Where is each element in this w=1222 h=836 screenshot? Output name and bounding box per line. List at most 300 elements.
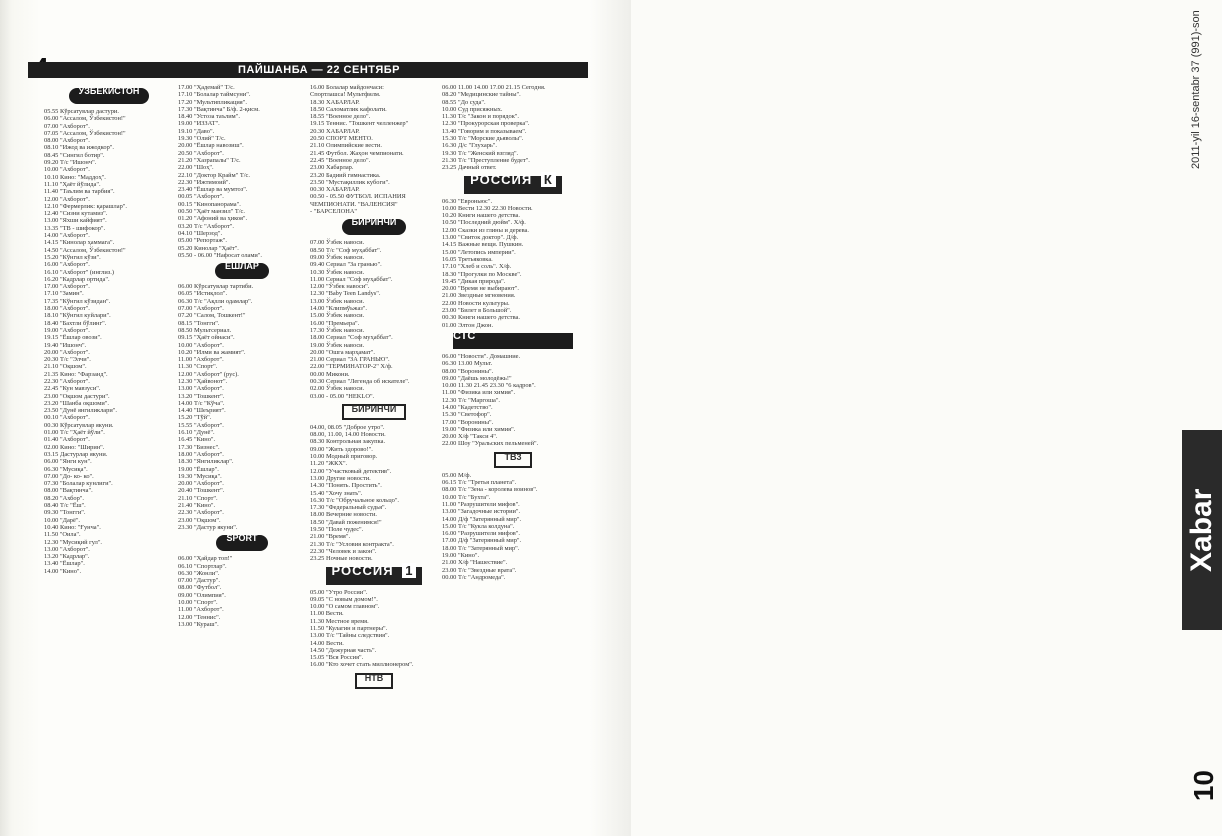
schedule-line: 07.00 Ўзбек навоси. (310, 239, 365, 247)
schedule-line: 15.00 "Летопись империи". (442, 248, 516, 256)
sidebar-date (1190, 10, 1206, 260)
schedule-line: 08.00, 11.00, 14.00 Новости. (310, 431, 386, 439)
schedule-line: 06.30 "Мусиқа". (44, 465, 88, 473)
schedule-line: 16.00 "Кто хочет стать миллионером". (310, 661, 414, 669)
schedule-line: 23.25 Ночные новости. (310, 555, 373, 563)
schedule-line: 09.40 Сериал "За гранью". (310, 261, 382, 269)
schedule-line: 22.00 Новости культуры. (442, 299, 510, 307)
schedule-list-1 (44, 108, 174, 575)
schedule-line: 08.20 "Ахбор". (44, 494, 85, 502)
schedule-line: 11.00 "Разрушители мифов". (442, 500, 520, 508)
schedule-line: 23.00 Хабарлар. (310, 164, 354, 172)
schedule-line: 06.30 "Евроньюс". (442, 197, 493, 205)
schedule-line: 18.30 ХАБАРЛАР. (310, 98, 360, 106)
schedule-line: 15.30 "Светофор". (442, 411, 492, 419)
schedule-line: 19.00 "Ёшлар". (178, 465, 219, 473)
schedule-line: 08.00 "Вақтинча". (44, 487, 93, 495)
schedule-line: 18.00 "Ахборот". (44, 305, 90, 313)
schedule-line: 13.00 "Свиток доктор". Д/ф. (442, 234, 519, 242)
schedule-list-4b (442, 198, 584, 329)
schedule-column-2 (178, 84, 306, 834)
schedule-list-2c (178, 555, 306, 628)
schedule-line: 14.40 "Шеърият". (178, 407, 226, 415)
schedule-line: 16.05 Третьяковка. (442, 255, 493, 263)
schedule-line: 00.30 ХАБАРЛАР. (310, 186, 360, 194)
schedule-line: 23.20 "Шанба оқшоми". (44, 399, 109, 407)
schedule-line: 12.00 "Участковый детектив". (310, 467, 392, 475)
schedule-line: 23.30 "Дастур якуни". (178, 523, 238, 531)
schedule-line: 21.30 Т/с "Условия контракта". (310, 540, 394, 548)
schedule-line: 05.20 Кинолар "Ҳаёт". (178, 244, 239, 252)
schedule-line: 12.30 "Baby Teen Landys". (310, 290, 381, 298)
schedule-line: 16.00 "Разрушители мифов". (442, 530, 521, 538)
schedule-line: 17.30 "Бизнес". (178, 443, 220, 451)
schedule-line: 14.15 Важные вещи. Пушкин. (442, 241, 524, 249)
schedule-line: 07.05 "Ассалом, Ўзбекистон!" (44, 129, 126, 137)
schedule-line: 19.00 "Ахборот". (44, 326, 90, 334)
channel-logo-ozbekiston (44, 88, 174, 104)
schedule-line: 22.30 "Человек и закон". (310, 547, 377, 555)
schedule-line: 20.50 СПОРТ МЕНТО. (310, 135, 373, 143)
schedule-line: 19.40 "Ишонч". (44, 341, 87, 349)
ozbekiston-logo-text: ЎЗБЕКИСТОН (69, 88, 150, 104)
schedule-line: 11.00 Сериал "Соф муҳаббат". (310, 275, 393, 283)
schedule-line: 20.00 Х/ф "Такси 4". (442, 433, 498, 441)
schedule-line: 13.40 "Говорим и показываем". (442, 127, 527, 135)
schedule-line: 14.00 "Кадетство". (442, 403, 493, 411)
schedule-line: 18.00 Сериал "Соф муҳаббат". (310, 334, 393, 342)
schedule-line: 13.00 Другие новости. (310, 474, 371, 482)
schedule-line: 15.30 Т/с "Морские дьяволы". (442, 135, 524, 143)
schedule-line: 11.50 "Кулагин и партнеры". (310, 625, 388, 632)
schedule-line: 06.30 Т/с "Ақлли одамлар". (178, 297, 253, 305)
schedule-line: 20.30 ХАБАРЛАР. (310, 127, 360, 135)
schedule-line: 00.30 Кўрсатувлар якуни. (44, 421, 114, 429)
page-header-bar (28, 62, 588, 78)
schedule-line: 12.30 Т/с "Маргоша". (442, 396, 501, 404)
schedule-list-4a (442, 84, 584, 172)
schedule-line: 11.30 Т/с "Закон и порядок". (442, 113, 520, 121)
schedule-line: 13.00 "Загадочные истории". (442, 508, 521, 516)
schedule-line: 00.50 "Ҳаёт манзил" Т/с. (178, 208, 245, 216)
schedule-line: 09.20 Т/с "Ишонч". (44, 159, 97, 167)
schedule-line: 02.00 Кино: "Ширин". (44, 443, 105, 451)
birinchi-kanal-logo-text: БИРИНЧИ (342, 404, 407, 420)
schedule-line: 09.00 "Олимпия". (178, 591, 226, 599)
schedule-line: 06.15 Т/с "Третья планета". (442, 479, 517, 487)
schedule-line: 21.35 Кино: "Фарзанд". (44, 370, 108, 378)
tv3-logo-text: ТВ3 (494, 452, 531, 468)
schedule-list-4d (442, 472, 584, 581)
schedule-line: 13.20 "Тошкент". (178, 392, 225, 400)
schedule-line: 14.00 "Ахборот". (44, 232, 90, 240)
channel-logo-birinchi-kanal (310, 404, 438, 420)
schedule-line: 11.10 "Ҳаёт йўлида". (44, 180, 101, 188)
schedule-line: 10.00 "Дарё". (44, 516, 81, 524)
birinchi-logo-text: БИРИНЧИ (342, 219, 407, 235)
schedule-line: 01.40 "Ахборот". (44, 436, 90, 444)
schedule-line: 16.30 Т/с "Обручальное кольцо". (310, 496, 400, 504)
rossiya-k-logo (464, 171, 562, 194)
schedule-line: 08.30 Контрольная закупка. (310, 438, 386, 446)
schedule-line: 02.00 Ўзбек навоси. (310, 385, 365, 393)
rossiya-1-logo-text: РОССИЯ (331, 562, 394, 578)
schedule-line: 19.00 "ИЗЗАТ". (178, 120, 220, 128)
schedule-line: 10.00 11.30 21.45 23.30 "6 кадров". (442, 382, 536, 390)
schedule-line: 21.40 "Кино". (178, 502, 216, 510)
rossiya-k-logo-letter: К (541, 172, 556, 187)
schedule-line: 22.00 "Шоҳ". (178, 164, 214, 172)
schedule-list-3d (310, 589, 438, 669)
schedule-line: 16.10 "Ахборот" (инглиз.) (44, 268, 115, 276)
schedule-line: 17.00 "Ҳадемай" Т/с. (178, 84, 235, 91)
schedule-line: 21.45 Футбол. Жаҳон чемпионати. (310, 149, 404, 157)
schedule-line: 04.00, 08.05 "Доброе утро". (310, 423, 385, 431)
schedule-line: 03.00 - 05.00 "HEKLO". (310, 392, 375, 400)
schedule-line: 21.30 Т/с "Преступление будет". (442, 156, 530, 164)
schedule-line: 08.50 Мультсериал. (178, 326, 232, 334)
schedule-line: 15.00 Т/с "Кукла колдуна". (442, 522, 515, 530)
rossiya-k-logo-text: РОССИЯ (470, 171, 533, 187)
schedule-line: 09.15 "Ҳаёт ойнаси". (178, 334, 235, 342)
schedule-line: 17.00 "Ахборот". (44, 283, 90, 291)
schedule-line: 15.20 "Тўй". (178, 414, 212, 422)
schedule-line: 11.00 "Ахборот". (178, 606, 224, 614)
schedule-line: 23.25 Дачный ответ. (442, 164, 497, 172)
schedule-line: 13.00 Т/с "Тайны следствия". (310, 632, 390, 640)
schedule-line: 09.30 "Тонгги". (44, 509, 86, 517)
schedule-line: 21.10 "Спорт". (178, 494, 218, 502)
schedule-list-3c (310, 424, 438, 563)
schedule-line: 14.00 Д/ф "Затерянный мир". (442, 515, 522, 523)
schedule-line: 10.10 Кино: "Маддоҳ". (44, 173, 106, 181)
schedule-line: 18.00 "Ахборот". (178, 450, 224, 458)
schedule-line: 19.30 "Мусиқа". (178, 472, 222, 480)
schedule-line: 11.30 Местное время. (310, 617, 369, 625)
schedule-line: 14.30 "Понять. Простить". (310, 482, 382, 490)
schedule-line: 21.10 Олимпийские вести. (310, 142, 382, 150)
schedule-line: 11.50 "Оила". (44, 531, 81, 539)
channel-logo-rossiya-1 (310, 562, 438, 585)
schedule-line: 06.00 "Ҳайдар топ!" (178, 555, 233, 563)
schedule-line: ЧЕМПИОНАТИ. "ВАЛЕНСИЯ" (310, 200, 398, 208)
schedule-line: 13.35 "ТВ - шифокор". (44, 224, 106, 232)
schedule-line: 11.00 Вести. (310, 610, 344, 618)
schedule-line: 14.00 "Кино". (44, 567, 82, 575)
schedule-line: 17.30 "Вақтинча" Б/ф. 2-қисм. (178, 105, 260, 113)
schedule-line: 08.00 "Футбол". (178, 584, 222, 592)
schedule-list-3a (310, 84, 438, 215)
channel-logo-rossiya-k (442, 171, 584, 194)
schedule-line: 19.00 "Кино". (442, 552, 480, 560)
channel-logo-ntv (310, 673, 438, 689)
schedule-line: 08.15 "Тонгги". (178, 319, 220, 327)
schedule-line: 00.10 "Ахборот". (44, 414, 90, 422)
schedule-line: 07.30 "Болалар кунлиги". (44, 480, 113, 488)
schedule-line: 00.30 Книги нашего детства. (442, 314, 520, 322)
schedule-line: 07.00 "До- ко- ко". (44, 472, 94, 480)
schedule-line: 14.00 Т/с "Кўча". (178, 399, 225, 407)
schedule-line: 09.00 "Даёшь молодёжь!" (442, 374, 512, 382)
schedule-line: 05.00 "Утро России". (310, 588, 368, 596)
schedule-line: 11.00 "Ахборот". (178, 356, 224, 364)
schedule-line: 20.00 "Ахборот". (44, 348, 90, 356)
channel-logo-yoshlar (178, 263, 306, 279)
channel-logo-birinchi (310, 219, 438, 235)
rossiya-1-logo (326, 562, 423, 585)
schedule-line: 12.10 "Фермерлик: қарашлар". (44, 202, 127, 210)
schedule-line: 11.20 "ЖКХ". (310, 460, 348, 468)
schedule-line: 21.00 Звездные мгновения. (442, 292, 516, 300)
schedule-column-1 (44, 84, 174, 834)
schedule-line: 16.00 Болалар майдончаси: (310, 84, 384, 91)
schedule-line: 14.50 "Дежурная часть". (310, 646, 377, 654)
schedule-line: 07.00 "Дастур". (178, 577, 220, 585)
schedule-line: 09.00 "Жить здорово!". (310, 445, 373, 453)
schedule-line: 23.00 "Оқшом". (178, 516, 221, 524)
schedule-line: 06.05 "Истиқлол". (178, 290, 228, 298)
schedule-line: 08.50 Т/с "Соф муҳаббат". (310, 246, 382, 254)
schedule-line: 06.00 "Янги кун". (44, 458, 92, 466)
schedule-line: 13.40 "Ёшлар". (44, 560, 85, 568)
schedule-line: 09.00 Ўзбек навоси. (310, 253, 365, 261)
schedule-line: 01.20 "Афоний ва ҳикоя". (178, 215, 248, 223)
schedule-line: 21.10 "Оқшом". (44, 363, 87, 371)
schedule-line: 00.00 Т/с "Андромеда". (442, 573, 506, 581)
schedule-line: 08.45 "Сингил ботир". (44, 151, 105, 159)
schedule-line: 11.40 "Таълим ва тарбия". (44, 188, 115, 196)
schedule-line: 13.00 "Кураш". (178, 620, 219, 628)
schedule-line: 16.30 Д/с "Глухарь". (442, 142, 498, 150)
schedule-line: 13.00 Ўзбек навоси. (310, 297, 365, 305)
sidebar-brand: Xabar (1182, 430, 1222, 630)
schedule-line: 23.20 Бадиий гимнастика. (310, 171, 381, 179)
schedule-line: 01.00 Т/с "Ҳаёт йўли". (44, 429, 105, 437)
channel-logo-sport (178, 535, 306, 551)
schedule-line: 00.30 Сериал "Легенда об искателе". (310, 377, 410, 385)
schedule-line: 05.55 Кўрсатувлар дастури. (44, 108, 119, 115)
schedule-line: 18.40 "Бахтли бўлинг". (44, 319, 107, 327)
page-header-title: ПАЙШАНБА — 22 СЕНТЯБР (238, 64, 400, 76)
schedule-list-2b (178, 283, 306, 531)
schedule-line: 12.00 "Ўзбек навоси". (310, 283, 370, 291)
schedule-line: 16.00 "Премьера". (310, 319, 360, 327)
schedule-line: 10.00 Суд присяжных. (442, 105, 503, 113)
schedule-line: 12.30 "Прокурорская проверка". (442, 120, 530, 128)
schedule-line: 13.00 "Ахборот". (44, 545, 90, 553)
schedule-line: 12.30 "Мусиқий гул". (44, 538, 103, 546)
schedule-line: 06.00 "Новости". Домашние. (442, 352, 521, 360)
schedule-line: 00.05 "Ахборот". (178, 193, 224, 201)
channel-logo-tv3 (442, 452, 584, 468)
schedule-line: - "БАРСЕЛОНА" (310, 208, 358, 216)
channel-logo-ctc (442, 329, 584, 349)
schedule-line: 22.00 Шоу "Уральских пельменей". (442, 440, 539, 448)
schedule-line: 20.00 "Ошга марҳамат". (310, 348, 375, 356)
schedule-line: 21.00 Сериал "ЗА ГРАНЬЮ". (310, 356, 390, 364)
schedule-line: 12.00 Сказки из глины и дерева. (442, 226, 529, 234)
schedule-column-3 (310, 84, 438, 834)
schedule-line: 18.50 Саломатлик кафолати. (310, 105, 387, 113)
schedule-line: 17.30 "Федеральный судья". (310, 504, 387, 512)
schedule-line: 23.00 Т/с "Звездные врата". (442, 566, 517, 574)
schedule-line: 18.40 "Устоза таълим". (178, 113, 240, 121)
schedule-line: 17.35 "Кўнгил кўзидан". (44, 297, 111, 305)
schedule-line: 22.45 "Военное дело". (310, 156, 371, 164)
schedule-line: 20.50 "Ахборот". (178, 149, 224, 157)
ntv-logo-text: НТВ (355, 673, 394, 689)
schedule-line: 22.10 "Доктор Крайм" Т/с. (178, 171, 250, 179)
schedule-line: 15.40 "Хочу знать". (310, 489, 363, 497)
schedule-line: 15.05 "Вся Россия". (310, 654, 364, 662)
schedule-line: 08.00 "Воронины". (442, 367, 494, 375)
schedule-line: 17.00 Д/ф "Затерянный мир". (442, 537, 522, 545)
schedule-line: 19.15 "Ёшлар овози". (44, 334, 102, 342)
schedule-line: 14.00 Вести. (310, 639, 344, 647)
schedule-line: 22.45 "Кун мавзуси". (44, 385, 101, 393)
schedule-line: 17.10 "Хлеб и соль". Х/ф. (442, 263, 512, 271)
schedule-line: 21.00 Х/ф "Нашествие". (442, 559, 508, 567)
schedule-line: 19.15 Теннис. "Тошкент челленжер" (310, 120, 409, 128)
schedule-line: 00.15 "Кинопанорама". (178, 200, 241, 208)
schedule-line: 23.50 "Мустақиллик кубоги". (310, 178, 390, 186)
schedule-line: 10.00 Модный приговор. (310, 453, 378, 461)
schedule-line: Спортлашса! Мультфилм. (310, 91, 381, 99)
schedule-line: 16.00 "Ахборот". (44, 261, 90, 269)
rossiya-1-logo-number: 1 (402, 563, 416, 578)
schedule-line: 18.55 "Военное дело". (310, 113, 371, 121)
schedule-line: 08.00 "Ахборот". (44, 137, 90, 145)
schedule-line: 06.00 Кўрсатувлар тартиби. (178, 283, 254, 291)
schedule-line: 14.00 "Клипмўьжаз". (310, 305, 368, 313)
schedule-line: 03.20 Т/с "Ахборот". (178, 222, 235, 230)
schedule-line: 18.30 "Прогулки по Москве". (442, 270, 522, 278)
schedule-line: 01.00 Элтон Джон. (442, 321, 494, 329)
schedule-line: 13.00 "Ахборот". (178, 385, 224, 393)
schedule-line: 10.40 Кино: "Ғунча". (44, 523, 101, 531)
schedule-line: 07.00 "Ахборот". (44, 122, 90, 130)
schedule-line: 19.45 "Дикая природа". (442, 277, 506, 285)
schedule-line: 16.10 "Дунё". (178, 429, 215, 437)
schedule-line: 13.00 "Яхши кайфият". (44, 217, 107, 225)
schedule-line: 10.00 "Спорт". (178, 599, 218, 606)
schedule-line: 00.50 - 05.50 ФУТБОЛ. ИСПАНИЯ (310, 193, 406, 201)
schedule-line: 19.00 "Физика или химия". (442, 425, 516, 433)
schedule-line: 20.00 "Ахборот". (178, 480, 224, 488)
schedule-line: 13.20 "Кадрлар". (44, 553, 90, 561)
schedule-line: 14.50 "Ассалом, Ўзбекистон!" (44, 246, 126, 254)
schedule-line: 20.00 "Ёшлар навозиш". (178, 142, 244, 150)
schedule-line: 09.05 "С новым домом!". (310, 595, 378, 603)
schedule-line: 10.00 "Ахборот". (178, 341, 224, 349)
schedule-line: 17.10 "Замин". (44, 290, 84, 298)
schedule-line: 06.30 "Жонли". (178, 569, 220, 577)
schedule-line: 23.00 "Оқшом дастури". (44, 392, 110, 400)
schedule-list-4c (442, 353, 584, 448)
schedule-line: 18.00 Т/с "Затерянный мир". (442, 544, 520, 552)
yoshlar-logo-text: ЁШЛАР (215, 263, 269, 279)
schedule-list-2a (178, 84, 306, 259)
schedule-line: 03.15 Дастурлар якуни. (44, 450, 108, 458)
schedule-line: 08.40 Т/с "Ёш". (44, 502, 86, 510)
schedule-line: 07.20 "Салом, Тошкент!" (178, 312, 246, 320)
schedule-line: 16.20 "Кадрлар ортида". (44, 275, 110, 283)
schedule-line: 10.00 Т/с "Бухта". (442, 493, 491, 501)
schedule-line: 12.30 "Ҳайвонот". (178, 377, 228, 385)
schedule-line: 10.30 Ўзбек навоси. (310, 268, 365, 276)
schedule-line: 18.10 "Кўнгил куйлари". (44, 312, 111, 320)
schedule-line: 08.10 "Ижод ва ижодкор". (44, 144, 114, 152)
schedule-line: 12.00 "Ахборот" (рус). (178, 370, 239, 378)
schedule-line: 12.00 "Ахборот". (44, 195, 90, 203)
schedule-line: 18.50 "Давай поженимся!" (310, 518, 382, 526)
schedule-line: 12.00 "Теннис". (178, 613, 221, 621)
schedule-line: 22.30 "Ахборот". (44, 377, 90, 385)
schedule-list-3b (310, 239, 438, 400)
schedule-line: 06.30 13.00 Мульт. (442, 360, 493, 368)
schedule-line: 10.00 Вести 12.30 22.30 Новости. (442, 204, 533, 212)
sport-logo-text: SPORT (216, 535, 267, 551)
schedule-line: 17.00 "Воронины". (442, 418, 494, 426)
schedule-line: 22.30 "Ижтимоий". (178, 178, 231, 186)
schedule-line: 08.55 "До суда". (442, 98, 486, 106)
schedule-line: 10.20 Книги нашего детства. (442, 212, 520, 220)
schedule-line: 20.00 "Время не выбирают". (442, 285, 520, 293)
schedule-line: 11.00 "Физика или химия". (442, 389, 516, 397)
schedule-line: 10.20 "Илми ва жамият". (178, 348, 246, 356)
schedule-line: 23.40 "Ёшлар ва мумтоз". (178, 186, 248, 194)
schedule-line: 17.20 "Мультипликация". (178, 98, 247, 106)
schedule-line: 08.20 "Медицинские тайны". (442, 91, 521, 99)
schedule-line: 16.45 "Кино". (178, 436, 216, 444)
schedule-line: 18.00 Вечерние новости. (310, 511, 378, 519)
schedule-line: 20.40 "Тошкент". (178, 487, 225, 495)
schedule-line: 14.15 "Кинолар ҳаммага". (44, 239, 115, 247)
schedule-line: 19.00 Ўзбек навоси. (310, 341, 365, 349)
schedule-line: 07.00 "Ахборот". (178, 305, 224, 313)
schedule-line: 10.00 "О самом главном". (310, 603, 380, 611)
ctc-logo-text: СТС (453, 333, 573, 349)
schedule-line: 10.50 "Последний дюйм". Х/ф. (442, 219, 526, 227)
schedule-line: 10.00 "Ахборот". (44, 166, 90, 174)
schedule-line: 06.10 "Спортлар". (178, 562, 227, 570)
sidebar-issue-text: 37 (991)-son (1190, 10, 1202, 73)
schedule-line: 19.30 "Олий" Т/с. (178, 135, 226, 143)
schedule-line: 15.20 "Кўнгил кўзи". (44, 253, 101, 261)
schedule-line: 06.00 11.00 14.00 17.00 21.15 Сегодня. (442, 84, 546, 91)
schedule-line: 22.30 "Ахборот". (178, 509, 224, 517)
right-sidebar (592, 0, 1219, 836)
schedule-line: 05.00 "Репортаж". (178, 237, 227, 245)
schedule-line: 23.00 "Билет в Большой". (442, 307, 512, 315)
schedule-column-4 (442, 84, 584, 834)
schedule-line: 19.50 "Поле чудес". (310, 526, 364, 534)
schedule-line: 15.00 Ўзбек навоси. (310, 312, 365, 320)
schedule-line: 21.00 "Время". (310, 533, 351, 541)
schedule-line: 12.40 "Сизни кутамиз". (44, 210, 108, 218)
schedule-line: 11.30 "Спорт". (178, 363, 218, 371)
schedule-line: 05.00 М/ф. (442, 471, 472, 479)
schedule-line: 19.10 "Даво". (178, 127, 215, 135)
schedule-line: 21.20 "Хазрапалы" Т/с. (178, 156, 241, 164)
schedule-line: 04.10 "Шерзод". (178, 229, 223, 237)
sidebar-date-text: 2011-yil 16-sentabr (1190, 75, 1202, 169)
schedule-line: 08.00 Т/с "Зена - королева воинов". (442, 486, 538, 494)
schedule-line: 18.30 "Янгиликлар". (178, 458, 234, 466)
schedule-line: 15.55 "Ахборот". (178, 421, 224, 429)
schedule-line: 00.00 Микони. (310, 370, 350, 378)
schedule-line: 17.30 Ўзбек навоси. (310, 326, 365, 334)
